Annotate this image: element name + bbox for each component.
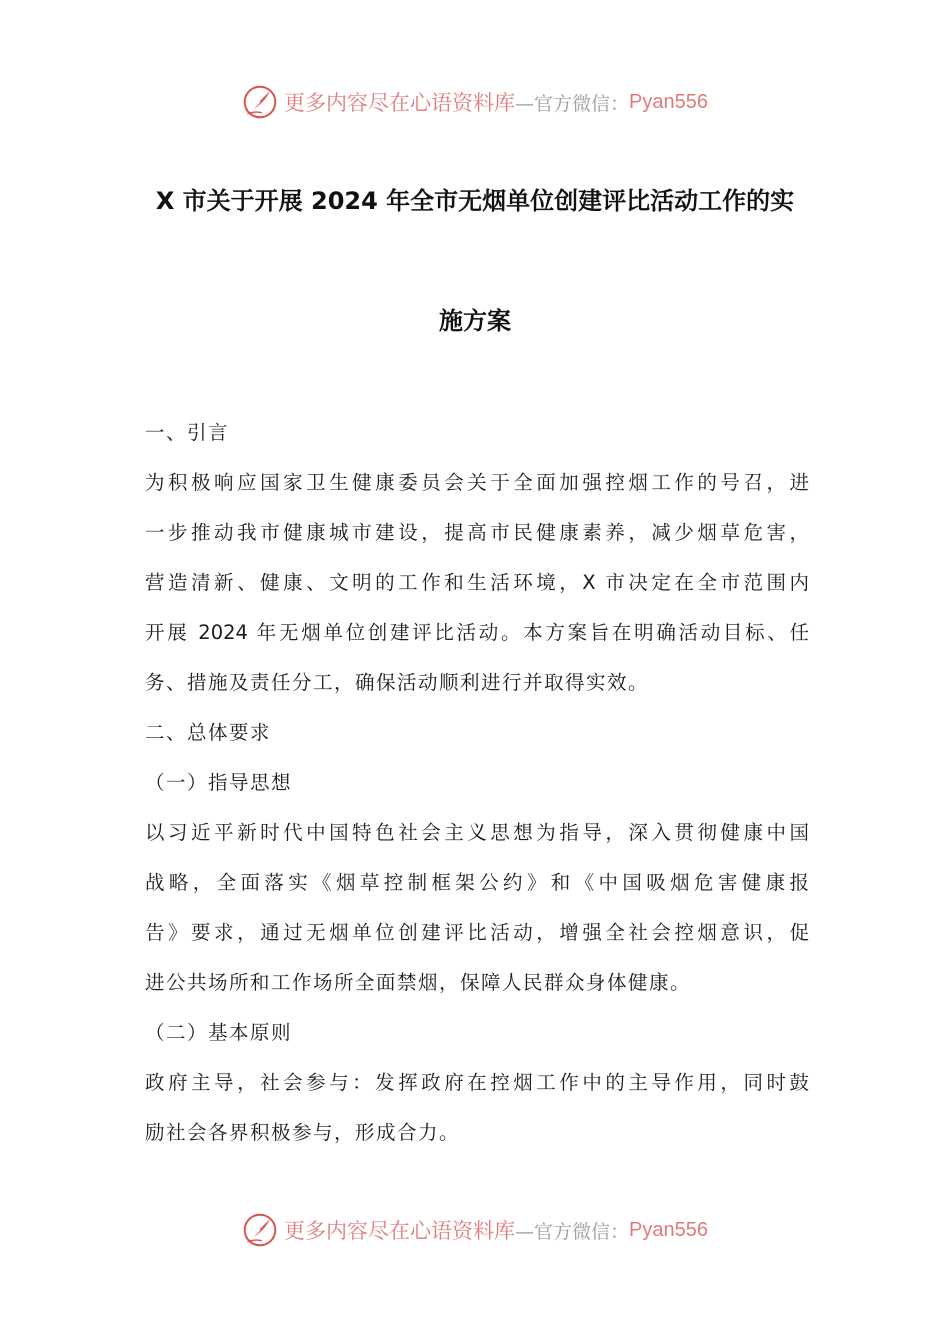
subsection-heading-guiding-ideology: （一）指导思想	[145, 771, 293, 794]
paragraph-line: 一步推动我市健康城市建设，提高市民健康素养，减少烟草危害，	[145, 521, 809, 544]
paragraph-line: 务、措施及责任分工，确保活动顺利进行并取得实效。	[145, 671, 650, 694]
paragraph-line: 告》要求，通过无烟单位创建评比活动，增强全社会控烟意识，促	[145, 921, 809, 944]
watermark-wechat-label: —官方微信：	[515, 92, 630, 115]
section-heading-introduction: 一、引言	[145, 421, 230, 444]
document-title-line-2: 施方案	[439, 307, 511, 335]
subsection-heading-basic-principles: （二）基本原则	[145, 1021, 293, 1044]
paragraph-line: 励社会各界积极参与，形成合力。	[145, 1121, 461, 1144]
footer-watermark-banner	[0, 1208, 950, 1252]
header-watermark-banner	[0, 80, 950, 124]
watermark-wechat-id: Pyan556	[629, 1218, 708, 1241]
document-body	[145, 416, 809, 1166]
paragraph-line: 开展 2024 年无烟单位创建评比活动。本方案旨在明确活动目标、任	[145, 621, 809, 644]
paragraph-line: 营造清新、健康、文明的工作和生活环境，X 市决定在全市范围内	[145, 571, 809, 594]
paragraph-line: 进公共场所和工作场所全面禁烟，保障人民群众身体健康。	[145, 971, 692, 994]
paragraph-line: 以习近平新时代中国特色社会主义思想为指导，深入贯彻健康中国	[145, 821, 809, 844]
document-title-line-1: X 市关于开展 2024 年全市无烟单位创建评比活动工作的实	[155, 187, 795, 215]
paragraph-line: 政府主导，社会参与：发挥政府在控烟工作中的主导作用，同时鼓	[145, 1071, 809, 1094]
quill-logo-icon	[242, 1212, 278, 1248]
paragraph-line: 战略，全面落实《烟草控制框架公约》和《中国吸烟危害健康报	[145, 871, 809, 894]
quill-logo-icon	[242, 84, 278, 120]
paragraph-line: 为积极响应国家卫生健康委员会关于全面加强控烟工作的号召，进	[145, 471, 809, 494]
watermark-wechat-id: Pyan556	[629, 90, 708, 113]
watermark-text: 更多内容尽在心语资料库	[284, 1219, 515, 1243]
section-heading-general-requirements: 二、总体要求	[145, 721, 272, 744]
watermark-wechat-label: —官方微信：	[515, 1220, 630, 1243]
watermark-text: 更多内容尽在心语资料库	[284, 91, 515, 115]
